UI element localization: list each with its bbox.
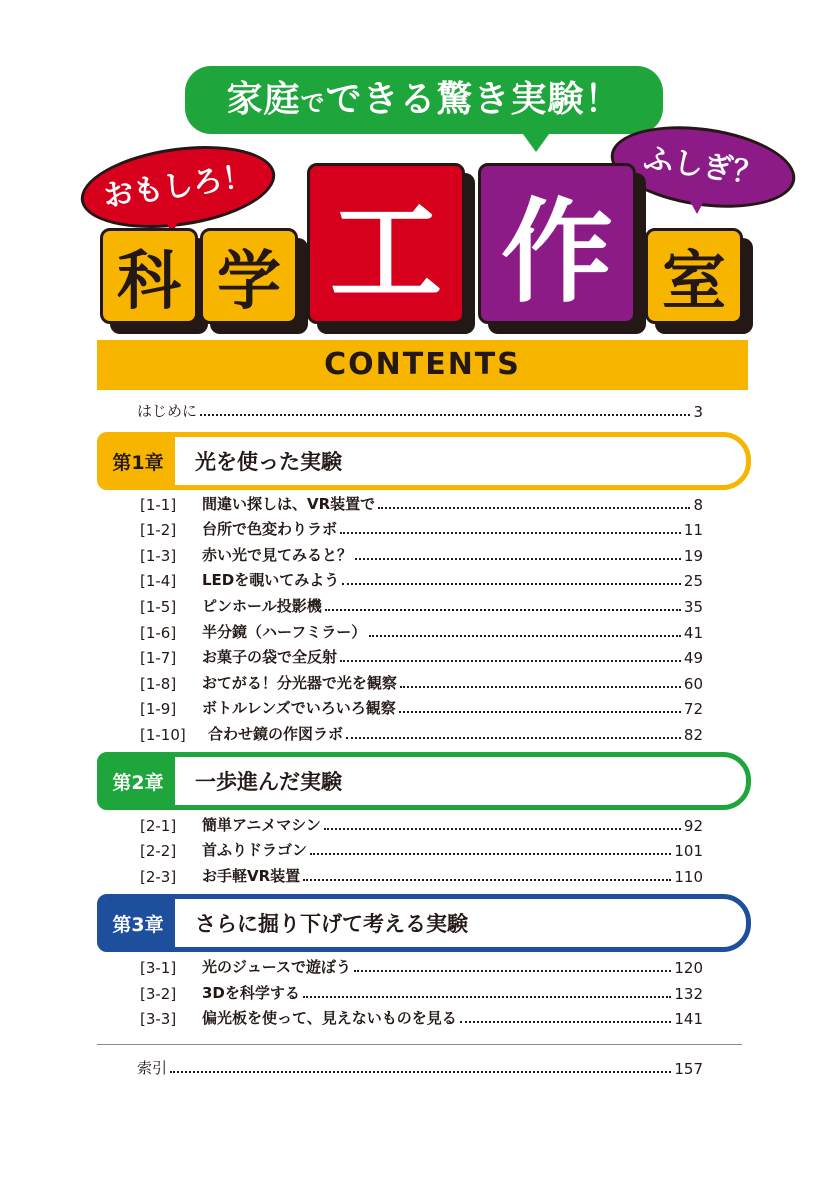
title-char-3: 工 [307, 163, 465, 324]
toc-row-page: 120 [674, 959, 703, 977]
toc-row-title: 光のジュースで遊ぼう [202, 958, 351, 976]
dot-leader [324, 828, 681, 830]
toc-row-title: 偏光板を使って、見えないものを見る [202, 1009, 457, 1027]
toc-row[interactable] [140, 866, 703, 886]
toc-row-code: [1-5] [140, 598, 177, 616]
dot-leader [378, 507, 690, 509]
toc-row-title: 首ふりドラゴン [202, 841, 308, 859]
dot-leader [354, 970, 671, 972]
speech-bubble-right-tail [685, 192, 709, 214]
toc-row-code: [1-8] [140, 675, 177, 693]
dot-leader [303, 879, 671, 881]
dot-leader [200, 414, 690, 416]
toc-row-page: 41 [683, 624, 703, 642]
toc-row-code: [2-2] [140, 842, 177, 860]
banner-tail [520, 130, 552, 152]
toc-row[interactable] [140, 494, 703, 514]
dot-leader [170, 1071, 671, 1073]
toc-row-page: 72 [683, 700, 703, 718]
toc-row[interactable] [140, 673, 703, 693]
dot-leader [340, 660, 681, 662]
toc-row-code: [1-6] [140, 624, 177, 642]
chapter-3-header[interactable] [97, 894, 751, 952]
chapter-1-label: 第1章 [101, 437, 175, 485]
dot-leader [342, 583, 681, 585]
chapter-1-title: 光を使った実験 [195, 450, 342, 474]
toc-row-code: [1-10] [140, 726, 186, 744]
banner-text-2: できる驚き実験！ [325, 79, 622, 120]
toc-intro[interactable] [137, 401, 703, 421]
toc-row-page: 35 [683, 598, 703, 616]
toc-row-page: 132 [674, 985, 703, 1003]
toc-row-page: 8 [693, 496, 703, 514]
toc-row-page: 19 [683, 547, 703, 565]
dot-leader [346, 737, 681, 739]
title-char-5: 室 [645, 228, 743, 324]
dot-leader [369, 635, 681, 637]
dot-leader [325, 609, 681, 611]
dot-leader [460, 1021, 672, 1023]
toc-index-page: 157 [674, 1060, 703, 1078]
toc-row-page: 92 [683, 817, 703, 835]
toc-intro-page: 3 [693, 403, 703, 421]
toc-index[interactable] [137, 1058, 703, 1078]
toc-row[interactable] [140, 983, 703, 1003]
toc-row[interactable] [140, 596, 703, 616]
toc-row[interactable] [140, 570, 703, 590]
dot-leader [400, 686, 681, 688]
toc-row-code: [1-3] [140, 547, 177, 565]
toc-row-title: ピンホール投影機 [202, 597, 322, 615]
banner-text-small: で [300, 89, 326, 117]
toc-row-code: [2-3] [140, 868, 177, 886]
toc-row-title: 赤い光で見てみると？ [202, 546, 353, 564]
toc-row-title: おてがる！分光器で光を観察 [202, 674, 397, 692]
title-char-4: 作 [478, 163, 636, 324]
chapter-2-title: 一歩進んだ実験 [195, 770, 342, 794]
toc-index-title: 索引 [137, 1059, 168, 1077]
toc-row-title: 3Dを科学する [202, 984, 300, 1002]
header-banner [185, 66, 663, 134]
toc-row[interactable] [140, 724, 703, 744]
toc-row-title: お菓子の袋で全反射 [202, 648, 338, 666]
toc-row[interactable] [140, 698, 703, 718]
toc-row[interactable] [140, 840, 703, 860]
toc-row-page: 60 [683, 675, 703, 693]
chapter-3-label: 第3章 [101, 899, 175, 947]
toc-row-code: [3-3] [140, 1010, 177, 1028]
toc-row-title: 間違い探しは、VR装置で [202, 495, 376, 513]
divider [97, 1044, 742, 1045]
toc-row[interactable] [140, 957, 703, 977]
toc-row-page: 82 [683, 726, 703, 744]
dot-leader [340, 532, 681, 534]
toc-row-page: 110 [674, 868, 703, 886]
toc-row-title: 台所で色変わりラボ [202, 520, 338, 538]
title-char-1: 科 [100, 228, 198, 324]
speech-bubble-right: ふしぎ？ [605, 115, 800, 218]
toc-row[interactable] [140, 1008, 703, 1028]
toc-row[interactable] [140, 815, 703, 835]
toc-row-title: ボトルレンズでいろいろ観察 [202, 699, 396, 717]
dot-leader [303, 996, 671, 998]
toc-row-code: [1-1] [140, 496, 177, 514]
title-char-2: 学 [200, 228, 298, 324]
contents-heading: CONTENTS [97, 340, 748, 390]
chapter-2-header[interactable] [97, 752, 751, 810]
toc-row-title: 半分鏡（ハーフミラー） [202, 623, 367, 641]
toc-row-code: [3-1] [140, 959, 177, 977]
toc-row-title: 簡単アニメマシン [202, 816, 321, 834]
toc-row[interactable] [140, 622, 703, 642]
toc-row-title: 合わせ鏡の作図ラボ [208, 725, 344, 743]
dot-leader [355, 558, 681, 560]
toc-row-page: 101 [674, 842, 703, 860]
toc-row-title: LEDを覗いてみよう [202, 571, 340, 589]
toc-row-code: [1-4] [140, 572, 177, 590]
toc-intro-title: はじめに [137, 402, 198, 420]
dot-leader [399, 711, 681, 713]
toc-row[interactable] [140, 647, 703, 667]
dot-leader [310, 853, 671, 855]
toc-row[interactable] [140, 545, 703, 565]
speech-bubble-left: おもしろ！ [76, 135, 281, 240]
toc-row-page: 141 [674, 1010, 703, 1028]
toc-row-code: [1-9] [140, 700, 177, 718]
toc-row-code: [2-1] [140, 817, 177, 835]
toc-row[interactable] [140, 519, 703, 539]
chapter-3-title: さらに掘り下げて考える実験 [195, 912, 468, 936]
banner-text-1: 家庭 [226, 79, 301, 120]
toc-row-page: 25 [683, 572, 703, 590]
chapter-1-header[interactable] [97, 432, 751, 490]
toc-row-code: [1-2] [140, 521, 177, 539]
toc-row-page: 49 [683, 649, 703, 667]
chapter-2-label: 第2章 [101, 757, 175, 805]
toc-row-title: お手軽VR装置 [202, 867, 301, 885]
toc-row-code: [3-2] [140, 985, 177, 1003]
toc-row-code: [1-7] [140, 649, 177, 667]
toc-row-page: 11 [683, 521, 703, 539]
